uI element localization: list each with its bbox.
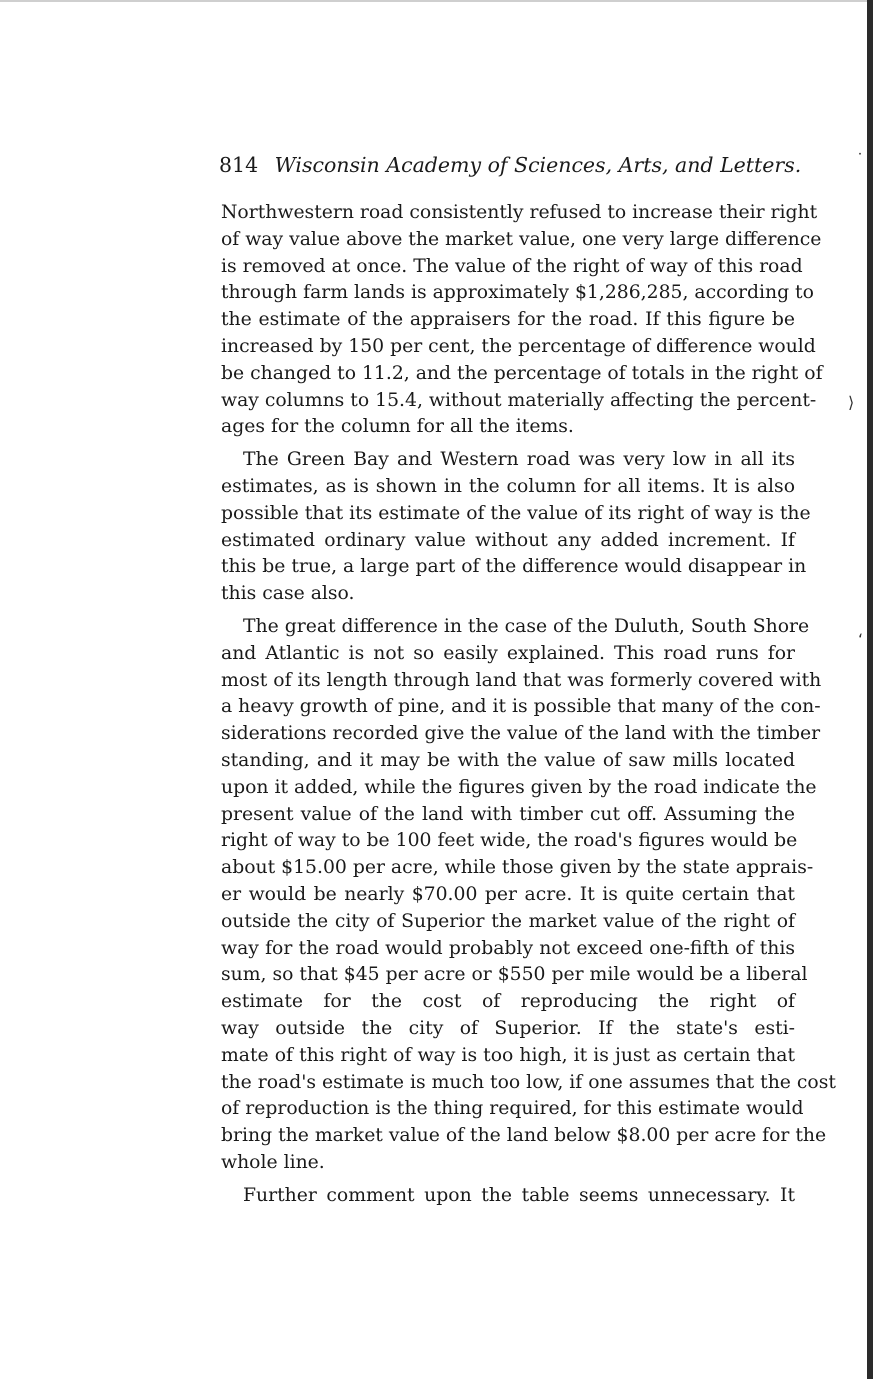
text-line: the road's estimate is much too low, if one assumes that the cost — [221, 1071, 836, 1093]
text-line: mate of this right of way is too high, it is just as certain that — [221, 1044, 795, 1066]
text-line: about $15.00 per acre, while those given by the state apprais- — [221, 857, 814, 879]
text-line: this case also. — [221, 583, 355, 605]
paragraph-2 — [221, 447, 811, 608]
text-line: of reproduction is the thing required, for this estimate would — [221, 1098, 804, 1120]
text-line: upon it added, while the figures given by the road indicate the — [221, 776, 817, 798]
text-line: estimated ordinary value without any added increment. If — [221, 529, 795, 551]
text-line: a heavy growth of pine, and it is possible that many of the con- — [221, 696, 821, 718]
running-header — [219, 153, 802, 177]
text-line: outside the city of Superior the market value of the right of — [221, 910, 795, 932]
text-line: the estimate of the appraisers for the road. If this figure be — [221, 309, 795, 331]
text-line: present value of the land with timber cut off. Assuming the — [221, 803, 795, 825]
text-line: way for the road would probably not exceed one-fifth of this — [221, 937, 795, 959]
text-line: way columns to 15.4, without materially affecting the percent- — [221, 389, 817, 411]
text-line: be changed to 11.2, and the percentage of totals in the right of — [221, 362, 823, 384]
text-line: siderations recorded give the value of the land with the timber — [221, 723, 821, 745]
margin-mark-1: ˙ — [856, 150, 864, 169]
text-line: Further comment upon the table seems unnecessary. It — [243, 1184, 795, 1206]
text-line: bring the market value of the land below $8.00 per acre for the — [221, 1125, 827, 1147]
text-line: this be true, a large part of the difference would disappear in — [221, 556, 807, 578]
journal-title: Wisconsin Academy of Sciences, Arts, and Letters. — [274, 153, 802, 177]
margin-mark-3: ‘ — [858, 630, 864, 649]
text-line: standing, and it may be with the value of saw mills located — [221, 749, 795, 771]
text-line: sum, so that $45 per acre or $550 per mile would be a liberal — [221, 964, 808, 986]
text-line: way outside the city of Superior. If the state's esti- — [221, 1017, 795, 1039]
text-line: estimates, as is shown in the column for all items. It is also — [221, 475, 795, 497]
page-number: 814 — [219, 153, 259, 177]
text-line: ages for the column for all the items. — [221, 416, 574, 438]
page-top-edge — [0, 0, 873, 2]
text-line: and Atlantic is not so easily explained. This road runs for — [221, 642, 795, 664]
text-line: er would be nearly $70.00 per acre. It is quite certain that — [221, 883, 795, 905]
body-text — [221, 200, 836, 1209]
text-line: of way value above the market value, one very large difference — [221, 228, 822, 250]
text-line: whole line. — [221, 1151, 325, 1173]
margin-mark-2: ⟩ — [848, 393, 855, 412]
text-line: most of its length through land that was formerly covered with — [221, 669, 822, 691]
paragraph-3 — [221, 614, 836, 1177]
text-line: is removed at once. The value of the right of way of this road — [221, 255, 803, 277]
text-line: through farm lands is approximately $1,286,285, according to — [221, 282, 814, 304]
paragraph-1 — [221, 200, 823, 441]
text-line: increased by 150 per cent, the percentage of difference would — [221, 335, 816, 357]
paragraph-4 — [221, 1183, 795, 1210]
text-line: The Green Bay and Western road was very low in all its — [243, 449, 795, 471]
text-line: Northwestern road consistently refused to increase their right — [221, 202, 818, 223]
text-line: right of way to be 100 feet wide, the road's figures would be — [221, 830, 798, 852]
text-line: The great difference in the case of the Duluth, South Shore — [243, 615, 810, 637]
text-line: possible that its estimate of the value of its right of way is the — [221, 502, 811, 524]
text-line: estimate for the cost of reproducing the right of — [221, 991, 795, 1013]
page-right-edge — [867, 0, 873, 1379]
